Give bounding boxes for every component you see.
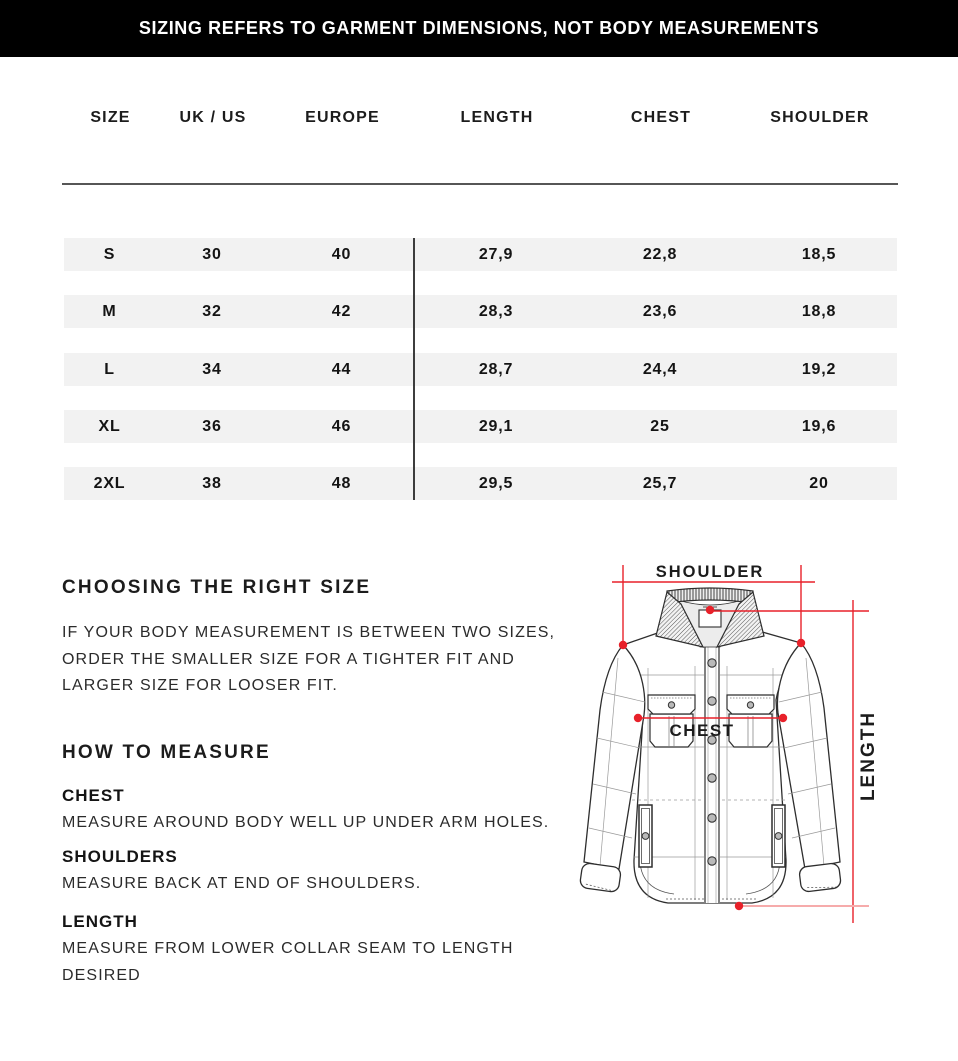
shirt-collar <box>656 588 764 647</box>
cell-chest: 25 <box>650 418 670 435</box>
cell-size: XL <box>98 418 121 435</box>
table-row <box>64 410 897 443</box>
cell-shoulder: 18,8 <box>801 303 837 320</box>
cell-length: 28,3 <box>478 303 514 320</box>
measure-shoulders-label: SHOULDERS <box>62 847 178 866</box>
cell-length: 29,5 <box>478 475 514 492</box>
col-header-shoulder: SHOULDER <box>770 109 870 126</box>
col-header-chest: CHEST <box>630 109 692 126</box>
cell-europe: 42 <box>331 303 352 320</box>
cell-size: S <box>103 246 116 263</box>
table-row <box>64 295 897 328</box>
cell-length: 28,7 <box>478 361 514 378</box>
cell-length: 29,1 <box>478 418 514 435</box>
measure-shoulders-text: MEASURE BACK AT END OF SHOULDERS. <box>62 875 422 892</box>
table-row <box>64 467 897 500</box>
cell-shoulder: 20 <box>809 475 829 492</box>
measure-chest-text: MEASURE AROUND BODY WELL UP UNDER ARM HOLES. <box>62 814 550 831</box>
table-header-rule <box>62 183 898 185</box>
table-row <box>64 238 897 271</box>
cell-europe: 48 <box>331 475 352 492</box>
cell-europe: 44 <box>331 361 352 378</box>
banner-text: SIZING REFERS TO GARMENT DIMENSIONS, NOT BODY MEASUREMENTS <box>138 18 820 38</box>
cell-chest: 22,8 <box>642 246 678 263</box>
how-to-measure-heading: HOW TO MEASURE <box>62 742 271 763</box>
cell-uk-us: 36 <box>202 418 222 435</box>
cell-uk-us: 38 <box>202 475 222 492</box>
cell-uk-us: 32 <box>202 303 222 320</box>
table-row <box>64 353 897 386</box>
cell-uk-us: 30 <box>202 246 222 263</box>
cell-chest: 23,6 <box>642 303 678 320</box>
top-banner <box>0 0 958 57</box>
col-header-uk-us: UK / US <box>179 109 247 126</box>
cell-size: L <box>104 361 115 378</box>
col-header-europe: EUROPE <box>305 109 380 126</box>
cell-uk-us: 34 <box>202 361 222 378</box>
measure-length-label: LENGTH <box>62 912 138 931</box>
cell-chest: 25,7 <box>642 475 678 492</box>
shirt-measurement-diagram <box>560 550 958 950</box>
diagram-length-label: LENGTH <box>858 710 879 802</box>
cell-size: 2XL <box>93 475 126 492</box>
measure-length-text: MEASURE FROM LOWER COLLAR SEAM TO LENGTH DESIRED <box>62 940 514 984</box>
cell-shoulder: 18,5 <box>801 246 837 263</box>
table-vertical-divider <box>413 238 415 500</box>
shirt-illustration <box>560 550 958 950</box>
col-header-size: SIZE <box>90 109 131 126</box>
cell-europe: 40 <box>331 246 352 263</box>
cell-europe: 46 <box>331 418 352 435</box>
diagram-shoulder-label: SHOULDER <box>655 563 765 581</box>
cell-length: 27,9 <box>478 246 514 263</box>
cell-shoulder: 19,2 <box>801 361 837 378</box>
measure-chest-label: CHEST <box>62 786 125 805</box>
cell-chest: 24,4 <box>642 361 678 378</box>
choosing-size-text: IF YOUR BODY MEASUREMENT IS BETWEEN TWO SIZES, ORDER THE SMALLER SIZE FOR A TIGHTER FIT AND LARGER SIZE FOR LOOSER FIT. <box>62 624 556 694</box>
diagram-chest-label: CHEST <box>669 721 735 740</box>
col-header-length: LENGTH <box>460 109 534 126</box>
cell-size: M <box>102 303 117 320</box>
choosing-size-heading: CHOOSING THE RIGHT SIZE <box>62 577 372 598</box>
size-table-header <box>65 107 897 129</box>
cell-shoulder: 19,6 <box>801 418 837 435</box>
